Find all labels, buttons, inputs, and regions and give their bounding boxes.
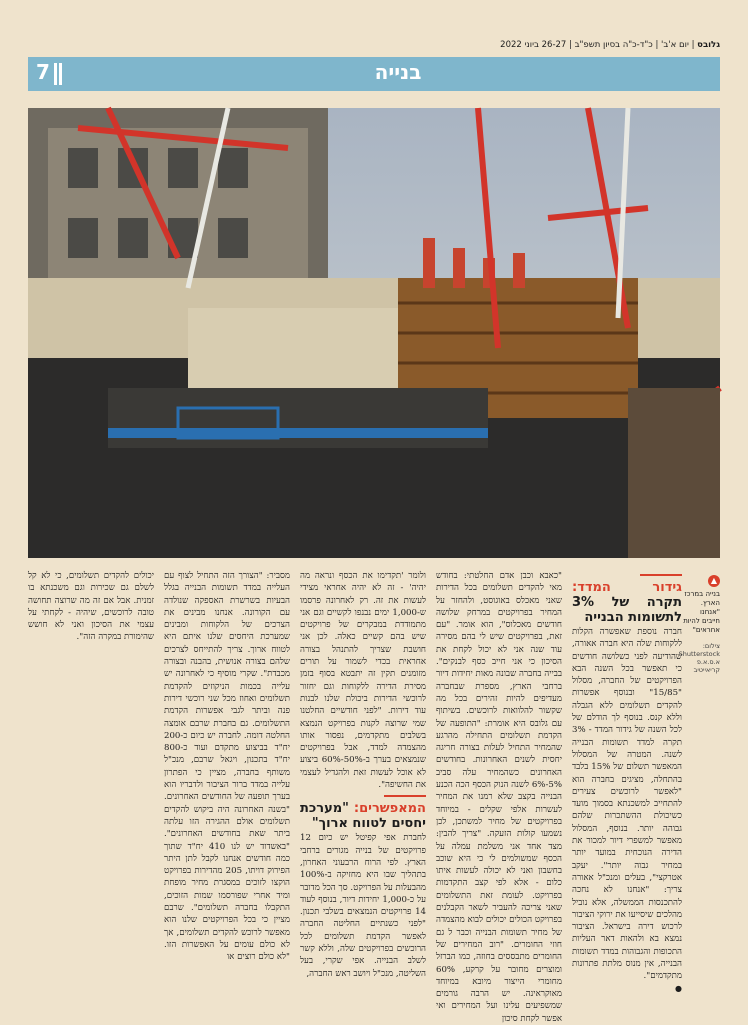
- subheading-lead: המאפשרים:: [353, 801, 426, 817]
- page-bar-1: [54, 63, 57, 85]
- photo-caption: בנייה במרכז הארץ. "אנחנו חייבים להיות אחראים": [683, 590, 720, 634]
- section-header: [28, 57, 720, 91]
- subheading-rule: [384, 795, 426, 797]
- caption-rail: [678, 575, 720, 674]
- end-mark: ●: [675, 983, 682, 993]
- article-column-2: [164, 570, 290, 1010]
- article-text: חברה נוספת שאפשרה הקלות ללקוחות שלה היא חברה אאורה, שהודיעה לפני כשלושה חודשים כי תאפשר בכל השנה הבא הפרויקטים של החברה, מסלול "15/85" ובנוסף אפשרות להקדים תשלומים ללא הגבלה וללא קנס. בנוסף לך הודלם של לכל השנה של גידור המדד - 3% תקרה למדד תשומות הבנייה לשנה. המטרה של המסלול המאפשר תשלום של 15% בלבד בהתחלה, מציגים בחברה הוא "לאפשר לרוכשים צעירים להתחייב למשכנתא בסמוך מועד כשיכולת ההשתכרות שלהם גבוהה יותר. בנוסף, המסלול מאפשר למשפרי דיור למכור את הדירה הנוכחית במועד יותר במחיר גבוה יותר". יעקב אטרקצי", בעלים ומנכ"ל אאורה צריך: "אנחנו לא נחכה להתכנסות הממשלה, אלא נוביל מהלכים שיסייעו את ירוקי הציבור לרכוש דירה בישראל. הציבור נמצא בא ולהאות דאר העליות התכופות והגבוהות במדד תשומות הבנייה, אין מנוס מלתת פתרונות מתקדמים".: [572, 627, 682, 982]
- subheading-lead: גידור המדד:: [572, 580, 682, 595]
- article-text: יכולים להקדים תשלומים, כי לא קל לשלם גם שכירות וגם משכנתא בו זמנית. אבל אם זה מה שרוצה תחושה טובה לרוכשים, שיהיה - לקחתי על עצמי את הסיכון ואני לא חושש שהימורת במקרה הזה".: [28, 571, 154, 643]
- page-bar-2: [59, 63, 62, 85]
- article-text: לחברת אפי קפיטל יש כיום 12 פרויקטים של בנייה מגורים ברחבי הארץ. לפי הרוח הרבעוני האחרון, בתהליך שבו היא מחזיקה ב-100% מהבעלות על הפרויקט. סך הכל מדובר על כ-1,000 יחידות דיור, בנוסף לעוד 14 פרויקטים הנמצאים בשלבי תכנון. "לפני כשנתיים החליטה החברה לאפשר הקדמת תשלומים לכל הרוכשים בפרויקטים שלה, וללא קשר לשלב הבנייה. אפי שקרי, בעל השליטה, מנכ"ל ויושב ראש החברה,: [300, 833, 426, 979]
- page-number: 7: [36, 60, 50, 84]
- section-title: בנייה: [374, 60, 422, 84]
- article-column-4: [436, 570, 562, 1024]
- article-text: ולומר 'תקדימו את הכסף ונראה מה יהיה' - זה לא יהיה אחראי מצידי לעשות את זה. רק לאחרונה פרסמו ש-1,000 ימים נבנפו לקשיים וגם אני מתמודדת במבקרים של פרויקטים שיש בהם קשיים כאלה. לכן אני חושבת שצריך להתנהל בצורה אחראית בכדי לשמור על תורים מזומנים תקין זה יתבטא בסוף בזמן מסירת הדירה ללקוחות וגם יחזור לרוכשי הדירות ביכולת שלנו לבנות עוד דירות. "לפני חודשיים החלטנו שמי שרוצה לקנות בפרויקט הנמצא בשלבים מתקדמים, נפסור אותו מהצמדה למדד, אבל בפרויקטים שנמצאים בערך ב-50%-60% ביצוע לא אוכל לעשות זאת ולהגדיל לעצמי את החשיפה".: [300, 571, 426, 791]
- arrow-up-icon: ▲: [708, 575, 720, 587]
- article-column-5: [572, 570, 682, 1010]
- subheading-text: "מערכת יחסים לטווח ארוך": [300, 801, 426, 832]
- subheading-rule: [640, 574, 682, 576]
- photo-credit: צילום: Shutterstock א.ס.א.פ קריאייטיב: [678, 642, 720, 674]
- construction-illustration: [28, 108, 720, 558]
- subheading: [300, 801, 426, 831]
- article-text: "כאבא וכבן אדם החלטתי: בחודש מאי להקדים תשלומים בכל הדירות שאני מאכלס באוגוסט, ולהחזר על המחיר בפרויקטים במרחק שלושה חודשים מאכלוס", הוא אומר. "עם זאת, בפרויקטים שיש לי בהם מסירה עוד שנה אני לא יכול לקחת את הסיכון כי אני חייב כסף לבנקים". בבייה בחברה שבונה מאות יחידות דיור ברחבי הארץ, מספרת שבחברה מעדיפים להיות זהירים בכל מה שקשור להלוואות לרוכשים. בשיתוף עם גלובס היא אומרת: "התופעה של הקדמת תשלומים התחילה מהרגע שהמחיר התחיל לעלות בצורה חריגה יחסית לשנים האחרונות. בחודשים האחרונים כשהמחיר עלה סביב 5%-6% לשנה הנוק הכסף הכה הכנע הבנייה בקצב שלא רמנו את המחיר לעשרות אלפי שקלים - במיוחד בפרויקטים של מחיר למשתכן, לכן נשמעו קולות הזעקה. "צריך להבין: מצד אחד אני משלמת עמלה על הכסף שמשולמים לי כי היא שוכב בחשבון ואני לא יכולה לעשות איתו כלום - אלא לפי קצב התקדמות בפרויקט. לעומת זאת התשלומים שאני צריכה להעביר לשאר הקבלנים בפרויקט הכולים יכולים לבוא מהצמדה של מחיר תשומות הבנייה וכבר ל גם חוזי החומרים. "רוב המחירים של החומרים מתבססים בחוזה, כמו הברזל ומוצרים מחובר על קרקע, 60% מחומרי הייצור מיובא במיוחד מאוקראינה. יש הרבה גורמים שמשפיעים עלינו ועל המחירים ואי אפשר לקחת סיכון: [436, 571, 562, 1024]
- article-column-1: [28, 570, 154, 1010]
- dateline: יום א'ב' | כ"ד-כ"ה בסיון תשפ"ב | 26-27 ביוני 2022: [500, 40, 689, 50]
- subheading-text: תקרה של 3% לתשומות הבנייה: [572, 595, 682, 625]
- subheading: [572, 580, 682, 625]
- dateline-bar: גלובס | יום א'ב' | כ"ד-כ"ה בסיון תשפ"ב | 26-27 ביוני 2022: [500, 40, 720, 50]
- construction-photo: [28, 108, 720, 558]
- brand-logo: גלובס: [697, 40, 720, 50]
- article-text: מסביר: "הצורך הזה התחיל לצוף עם העלייה במדד תשומות הבנייה בגלל הבעיות בשרשרת האספקה שנולדה עם הקורונה. אנחנו מבינים את הצרכים של הלקוחות ומבינים שמערכת היחסים שלנו איתם היא לטווח ארוך. צריך להתייחס לצרכים שלהם בצורה אנושית, בהבנה ובצורה מכבדת". שקרי מוסיף כי לאחרונה יש עלייה בכמות הניקוזים להקדמת תשלומים ואחוז מכל שני רוכשי דירות פנה וביתר לגבי אפשרות הקדמת התשלומים. גם בחברת שרבם אומצה החלטה דומה. לחברה יש כיום כ-200 יח"ד בביצוע מתקדם ועוד כ-800 יח"ד בתכנון, ויגאל שרבם, מנכ"ל משותף בחברה, מציין כי הפתרון עלייה במדד ברור הציבור ולדבריו הוא בערך תופעה של החודשים האחרונים. "בשנה האחרונה היה ביקוש להקדים תשלומים אולם ההגירה הזו עלתה ביתר שאת בחודשים האחרונים". "באשדוד יש לנו 410 יח"ד שתוך כמה חודשים אנחנו לקבל לתן היתר הפירוק דויתו, 205 מהדירות בפרויקט הוקצו לזוכים במסגרת מחיר מופחת ומיד אחרי שפורסמו שמות הזוכים, התקבלו בחברה תשלומים". שרבם מציין כי בכל הפרויקטים שלנו הוא מאפשר לרוכש להקדים תשלומים, אך לא כולם עומים על האפשרות הזו. "לא כולם רוצים או: [164, 571, 290, 963]
- article-column-3: [300, 570, 426, 1010]
